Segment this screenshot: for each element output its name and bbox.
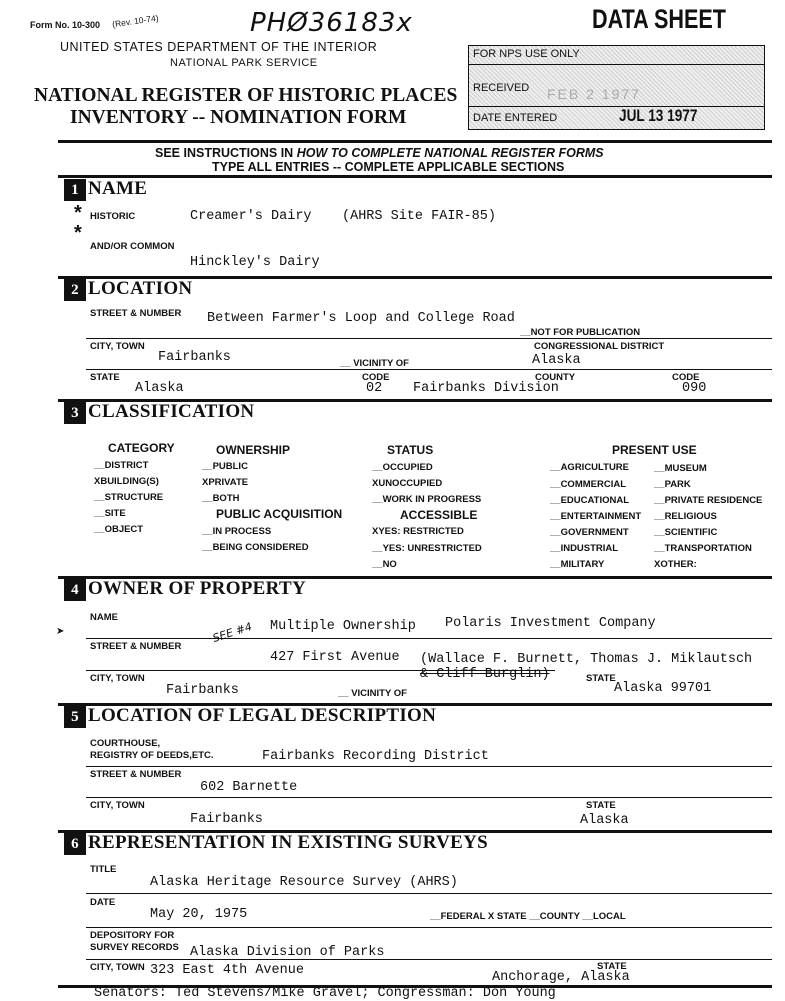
present-use-option: __GOVERNMENT <box>550 527 629 538</box>
legal-city-label: CITY, TOWN <box>90 800 145 811</box>
category-option: __DISTRICT <box>94 460 149 471</box>
ownership-option: __PUBLIC <box>202 461 248 472</box>
acquisition-option: __BEING CONSIDERED <box>202 542 309 553</box>
present-use-option: __ENTERTAINMENT <box>550 511 642 522</box>
street-value: Between Farmer's Loop and College Road <box>207 311 515 326</box>
form-title-line1: NATIONAL REGISTER OF HISTORIC PLACES <box>34 85 458 106</box>
status-option: __OCCUPIED <box>372 462 433 473</box>
vicinity-label: __ VICINITY OF <box>340 358 409 369</box>
section-owner-heading: 4 OWNER OF PROPERTY <box>64 578 306 601</box>
section-name-heading: 1 NAME <box>64 178 147 201</box>
legal-state-value: Alaska <box>580 813 629 828</box>
status-option: __WORK IN PROGRESS <box>372 494 482 505</box>
owner-state-value: Alaska 99701 <box>614 681 712 696</box>
owner-street-label: STREET & NUMBER <box>90 641 182 652</box>
code-value: 02 <box>366 381 383 396</box>
survey-state-label: STATE <box>597 961 627 972</box>
present-use-option: __AGRICULTURE <box>550 462 629 473</box>
present-use-option: __PARK <box>654 479 691 490</box>
legal-street-label: STREET & NUMBER <box>90 769 182 780</box>
section-classification-heading: 3 CLASSIFICATION <box>64 401 254 424</box>
section-location-heading: 2 LOCATION <box>64 278 192 301</box>
not-for-publication: __NOT FOR PUBLICATION <box>520 327 641 338</box>
instructions-line1: SEE INSTRUCTIONS IN HOW TO COMPLETE NATIONAL REGISTER FORMS <box>155 146 604 160</box>
courthouse-label: COURTHOUSE, <box>90 738 161 749</box>
depository-value: Alaska Division of Parks <box>190 945 385 960</box>
handwritten-note: SEE #4 <box>210 620 254 645</box>
historic-label: HISTORIC <box>90 211 136 222</box>
owner-name-label: NAME <box>90 612 118 623</box>
depository-label-2: SURVEY RECORDS <box>90 942 179 953</box>
survey-title-value: Alaska Heritage Resource Survey (AHRS) <box>150 875 458 890</box>
historic-note: (AHRS Site FAIR-85) <box>342 209 496 224</box>
acquisition-header: PUBLIC ACQUISITION <box>216 507 343 521</box>
historic-value: Creamer's Dairy <box>190 209 312 224</box>
accessible-header: ACCESSIBLE <box>400 508 478 522</box>
form-title-line2: INVENTORY -- NOMINATION FORM <box>70 107 407 128</box>
survey-date-value: May 20, 1975 <box>150 907 248 922</box>
present-use-option: __MUSEUM <box>654 463 707 474</box>
owner-city-label: CITY, TOWN <box>90 673 145 684</box>
category-header: CATEGORY <box>108 441 175 455</box>
nps-use-box <box>468 45 765 130</box>
county-value: Fairbanks Division <box>413 381 559 396</box>
received-stamp: FEB 2 1977 <box>547 86 641 102</box>
present-use-option: __EDUCATIONAL <box>550 495 629 506</box>
footer-senators: Senators: Ted Stevens/Mike Gravel; Congressman: Don Young <box>94 986 556 1001</box>
present-use-option: __COMMERCIAL <box>550 479 627 490</box>
present-use-option: __RELIGIOUS <box>654 511 717 522</box>
present-use-option: __MILITARY <box>550 559 605 570</box>
legal-street-value: 602 Barnette <box>200 780 298 795</box>
section-legal-heading: 5 LOCATION OF LEGAL DESCRIPTION <box>64 705 436 728</box>
present-use-option: __TRANSPORTATION <box>654 543 752 554</box>
category-option: __OBJECT <box>94 524 144 535</box>
department-name: UNITED STATES DEPARTMENT OF THE INTERIOR <box>60 40 378 54</box>
survey-city-label: CITY, TOWN <box>90 962 145 973</box>
nps-label: FOR NPS USE ONLY <box>473 48 580 60</box>
present-use-option: XOTHER: <box>654 559 697 570</box>
owner-street-value: 427 First Avenue <box>270 650 400 665</box>
congressional-label: CONGRESSIONAL DISTRICT <box>534 341 665 352</box>
state-value: Alaska <box>135 381 184 396</box>
instructions-line2: TYPE ALL ENTRIES -- COMPLETE APPLICABLE SECTIONS <box>212 160 565 174</box>
status-header: STATUS <box>387 443 434 457</box>
owner-note-line2: & Cliff Burglin) <box>420 667 550 682</box>
ownership-option: XPRIVATE <box>202 477 249 488</box>
survey-scope: __FEDERAL X STATE __COUNTY __LOCAL <box>430 911 626 922</box>
common-value: Hinckley's Dairy <box>190 255 320 270</box>
owner-name-value-2: Polaris Investment Company <box>445 616 656 631</box>
asterisk-marker: * <box>74 202 82 224</box>
owner-state-label: STATE <box>586 673 616 684</box>
city-label: CITY, TOWN <box>90 341 145 352</box>
arrow-marker: ➤ <box>56 626 65 637</box>
present-use-option: __PRIVATE RESIDENCE <box>654 495 763 506</box>
survey-city-value: 323 East 4th Avenue <box>150 963 304 978</box>
legal-city-value: Fairbanks <box>190 812 263 827</box>
depository-label-1: DEPOSITORY FOR <box>90 930 175 941</box>
date-entered-label: DATE ENTERED <box>473 112 558 124</box>
status-option: XUNOCCUPIED <box>372 478 443 489</box>
ownership-option: __BOTH <box>202 493 240 504</box>
city-value: Fairbanks <box>158 350 231 365</box>
accessible-option: __YES: UNRESTRICTED <box>372 543 482 554</box>
date-entered-value: JUL 13 1977 <box>619 106 698 125</box>
congressional-value: Alaska <box>532 353 581 368</box>
county-code-value: 090 <box>682 381 707 396</box>
county-code-label: CODE <box>672 372 700 383</box>
ownership-header: OWNERSHIP <box>216 443 291 457</box>
legal-state-label: STATE <box>586 800 616 811</box>
common-label: AND/OR COMMON <box>90 241 175 252</box>
data-sheet-label: DATA SHEET <box>592 4 726 34</box>
section-surveys-heading: 6 REPRESENTATION IN EXISTING SURVEYS <box>64 832 488 855</box>
category-option: __STRUCTURE <box>94 492 164 503</box>
registry-label: REGISTRY OF DEEDS,ETC. <box>90 750 214 761</box>
survey-date-label: DATE <box>90 897 116 908</box>
state-label: STATE <box>90 372 120 383</box>
accessible-option: __NO <box>372 559 397 570</box>
county-label: COUNTY <box>535 372 576 383</box>
asterisk-marker-2: * <box>74 222 82 244</box>
present-use-option: __SCIENTIFIC <box>654 527 718 538</box>
form-revision: (Rev. 10-74) <box>111 12 160 30</box>
present-use-header: PRESENT USE <box>612 443 697 457</box>
form-number: Form No. 10-300 <box>30 20 101 30</box>
survey-state-value: Anchorage, Alaska <box>492 970 630 985</box>
service-name: NATIONAL PARK SERVICE <box>170 57 318 69</box>
owner-vicinity-label: __ VICINITY OF <box>338 688 407 699</box>
courthouse-value: Fairbanks Recording District <box>262 749 489 764</box>
present-use-option: __INDUSTRIAL <box>550 543 619 554</box>
owner-note-line1: (Wallace F. Burnett, Thomas J. Miklautsch <box>420 652 753 667</box>
owner-city-value: Fairbanks <box>166 683 239 698</box>
code-label: CODE <box>362 372 390 383</box>
received-label: RECEIVED <box>473 82 530 94</box>
owner-name-value: Multiple Ownership <box>270 619 416 634</box>
acquisition-option: __IN PROCESS <box>202 526 272 537</box>
survey-title-label: TITLE <box>90 864 117 875</box>
handwritten-id: PHØ36183x <box>250 8 413 38</box>
street-label: STREET & NUMBER <box>90 308 182 319</box>
accessible-option: XYES: RESTRICTED <box>372 526 464 537</box>
category-option: XBUILDING(S) <box>94 476 159 487</box>
category-option: __SITE <box>94 508 126 519</box>
